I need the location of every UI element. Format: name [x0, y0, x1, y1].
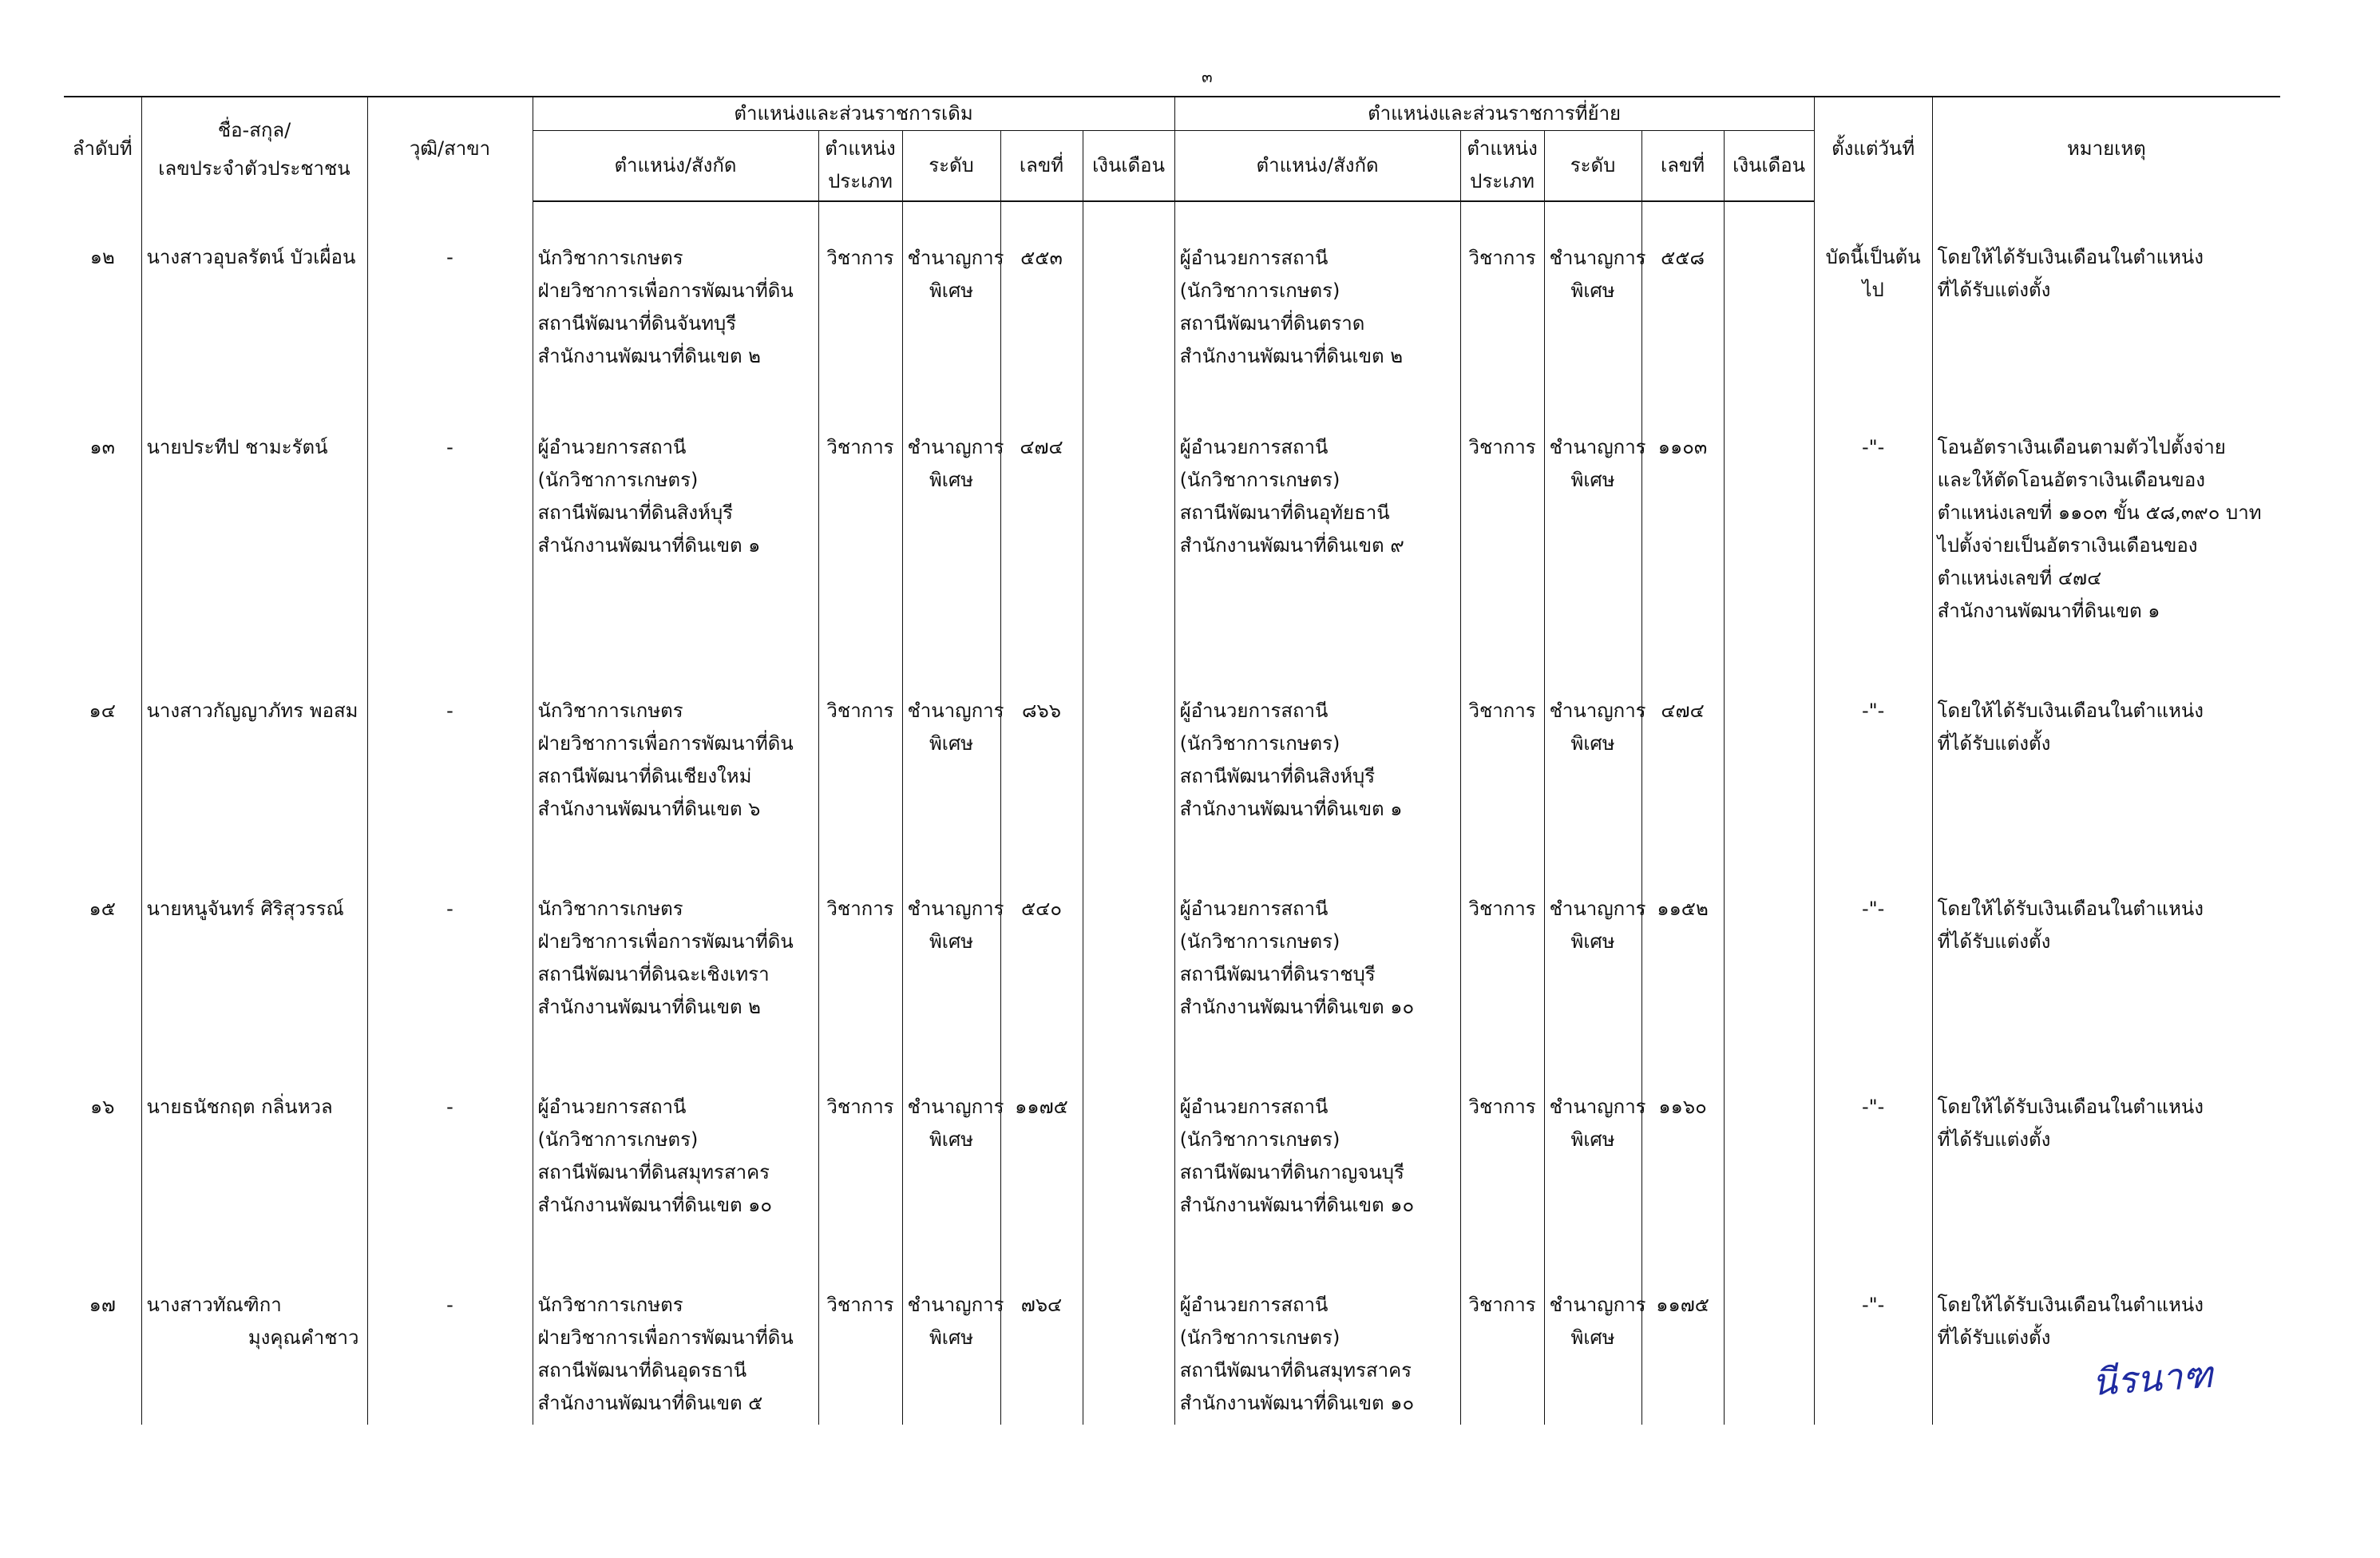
cell-new-number: ๑๑๖๐ [1641, 1059, 1724, 1257]
cell-orig-number: ๗๖๔ [1000, 1257, 1083, 1425]
cell-orig-level-line: พิเศษ [929, 1326, 974, 1349]
cell-new-position [1174, 861, 1460, 1059]
cell-orig-level-line: ชำนาญการ [907, 246, 1004, 269]
cell-new-salary [1724, 1059, 1814, 1257]
header-degree: วุฒิ/สาขา [367, 97, 533, 201]
header-new-number: เลขที่ [1641, 131, 1724, 201]
cell-remarks-line: โดยให้ได้รับเงินเดือนในตำแหน่ง [1937, 1293, 2204, 1316]
header-orig-position: ตำแหน่ง/สังกัด [533, 131, 818, 201]
header-seq: ลำดับที่ [64, 97, 141, 201]
cell-remarks-line: โดยให้ได้รับเงินเดือนในตำแหน่ง [1937, 1095, 2204, 1118]
cell-new-type: วิชาการ [1460, 861, 1544, 1059]
cell-new-position [1174, 1059, 1460, 1257]
header-group-new: ตำแหน่งและส่วนราชการที่ย้าย [1174, 97, 1814, 131]
cell-orig-number: ๘๖๖ [1000, 663, 1083, 861]
cell-new-position-line: ผู้อำนวยการสถานี [1179, 699, 1329, 722]
cell-new-position [1174, 1257, 1460, 1425]
table-row [64, 1059, 2280, 1257]
header-name [141, 97, 367, 201]
cell-orig-level [902, 1059, 1004, 1257]
cell-effective-date: -"- [1814, 663, 1932, 861]
cell-orig-position-line: สถานีพัฒนาที่ดินฉะเชิงเทรา [537, 962, 770, 985]
cell-new-level [1544, 1059, 1646, 1257]
header-new-position: ตำแหน่ง/สังกัด [1174, 131, 1460, 201]
cell-effective-date: -"- [1814, 1257, 1932, 1425]
cell-name-line: นางสาวอุบลรัตน์ บัวเผื่อน [146, 245, 356, 268]
cell-orig-level [902, 861, 1004, 1059]
header-name-line1: ชื่อ-สกุล/ [217, 118, 291, 141]
cell-name [141, 663, 367, 861]
cell-new-position-line: (นักวิชาการเกษตร) [1179, 279, 1340, 302]
cell-new-position-line: ผู้อำนวยการสถานี [1179, 1293, 1329, 1316]
transfer-table [64, 96, 2280, 1425]
cell-new-position-line: (นักวิชาการเกษตร) [1179, 731, 1340, 755]
cell-new-position-line: สถานีพัฒนาที่ดินอุทัยธานี [1179, 501, 1390, 524]
cell-new-position-line: (นักวิชาการเกษตร) [1179, 468, 1340, 491]
cell-new-number: ๑๑๗๕ [1641, 1257, 1724, 1425]
cell-new-level-line: ชำนาญการ [1549, 435, 1646, 458]
cell-new-type: วิชาการ [1460, 1257, 1544, 1425]
table-row [64, 201, 2280, 399]
cell-orig-position-line: นักวิชาการเกษตร [537, 1293, 683, 1316]
cell-remarks-line: โดยให้ได้รับเงินเดือนในตำแหน่ง [1937, 897, 2204, 920]
cell-remarks-line: ที่ได้รับแต่งตั้ง [1937, 1128, 2051, 1151]
cell-new-level [1544, 663, 1646, 861]
cell-new-level-line: ชำนาญการ [1549, 897, 1646, 920]
cell-name-line: นายธนัชกฤต กลิ่นหวล [146, 1095, 333, 1118]
signature: นีรนาฑ [2090, 1352, 2215, 1405]
cell-orig-number: ๕๕๓ [1000, 201, 1083, 399]
cell-seq: ๑๒ [89, 245, 115, 268]
cell-orig-number: ๔๗๔ [1000, 399, 1083, 663]
header-new-salary: เงินเดือน [1724, 131, 1814, 201]
cell-orig-position-line: นักวิชาการเกษตร [537, 246, 683, 269]
table-row [64, 399, 2280, 663]
cell-new-level [1544, 201, 1646, 399]
cell-orig-level [902, 1257, 1004, 1425]
cell-new-salary [1724, 201, 1814, 399]
cell-orig-position-line: ผู้อำนวยการสถานี [537, 435, 687, 458]
cell-new-position-line: สำนักงานพัฒนาที่ดินเขต ๒ [1179, 344, 1404, 367]
cell-new-level [1544, 861, 1646, 1059]
header-new-type [1460, 131, 1544, 201]
cell-new-position-line: สำนักงานพัฒนาที่ดินเขต ๑๐ [1179, 1391, 1415, 1414]
cell-remarks-line: สำนักงานพัฒนาที่ดินเขต ๑ [1937, 599, 2160, 622]
cell-orig-number: ๕๔๐ [1000, 861, 1083, 1059]
cell-orig-position-line: (นักวิชาการเกษตร) [537, 468, 699, 491]
cell-degree: - [367, 861, 533, 1059]
cell-new-position-line: สถานีพัฒนาที่ดินตราด [1179, 311, 1365, 335]
cell-orig-position-line: สถานีพัฒนาที่ดินสิงห์บุรี [537, 501, 734, 524]
cell-seq: ๑๗ [89, 1293, 116, 1316]
cell-new-type: วิชาการ [1460, 201, 1544, 399]
cell-new-position-line: ผู้อำนวยการสถานี [1179, 435, 1329, 458]
cell-effective-date: -"- [1814, 1059, 1932, 1257]
cell-remarks-line: โดยให้ได้รับเงินเดือนในตำแหน่ง [1937, 699, 2204, 722]
cell-effective-date: บัดนี้เป็นต้นไป [1814, 201, 1932, 399]
cell-remarks-line: ไปตั้งจ่ายเป็นอัตราเงินเดือนของ [1937, 533, 2198, 557]
cell-new-level-line: พิเศษ [1570, 279, 1615, 302]
cell-remarks [1932, 1059, 2280, 1257]
cell-new-type: วิชาการ [1460, 399, 1544, 663]
cell-new-position [1174, 399, 1460, 663]
cell-remarks-line: ที่ได้รับแต่งตั้ง [1937, 1326, 2051, 1349]
cell-orig-level [902, 201, 1004, 399]
cell-new-level [1544, 399, 1646, 663]
cell-orig-level [902, 399, 1004, 663]
cell-orig-salary [1083, 1059, 1174, 1257]
cell-orig-position-line: สำนักงานพัฒนาที่ดินเขต ๑๐ [537, 1193, 773, 1216]
cell-new-level-line: พิเศษ [1570, 930, 1615, 953]
cell-remarks [1932, 201, 2280, 399]
cell-new-position-line: สถานีพัฒนาที่ดินกาญจนบุรี [1179, 1160, 1404, 1183]
cell-remarks-line: ที่ได้รับแต่งตั้ง [1937, 731, 2051, 755]
cell-orig-position-line: สำนักงานพัฒนาที่ดินเขต ๒ [537, 995, 762, 1018]
cell-new-position-line: (นักวิชาการเกษตร) [1179, 1128, 1340, 1151]
cell-orig-position-line: สำนักงานพัฒนาที่ดินเขต ๒ [537, 344, 762, 367]
cell-new-position-line: ผู้อำนวยการสถานี [1179, 1095, 1329, 1118]
header-group-original: ตำแหน่งและส่วนราชการเดิม [533, 97, 1174, 131]
cell-orig-level-line: ชำนาญการ [907, 699, 1004, 722]
cell-degree: - [367, 1059, 533, 1257]
header-new-type-line2: ประเภท [1470, 170, 1535, 193]
cell-orig-salary [1083, 861, 1174, 1059]
header-name-line2: เลขประจำตัวประชาชน [158, 157, 350, 180]
cell-orig-position-line: สถานีพัฒนาที่ดินสมุทรสาคร [537, 1160, 770, 1183]
cell-orig-position-line: ฝ่ายวิชาการเพื่อการพัฒนาที่ดิน [537, 930, 794, 953]
cell-orig-position-line: สถานีพัฒนาที่ดินเชียงใหม่ [537, 764, 752, 787]
header-remarks: หมายเหตุ [1932, 97, 2280, 201]
cell-remarks-line: ตำแหน่งเลขที่ ๔๗๔ [1937, 566, 2102, 589]
header-orig-type [818, 131, 902, 201]
page-number: ๓ [1202, 67, 1213, 86]
cell-new-level-line: พิเศษ [1570, 468, 1615, 491]
cell-new-level-line: พิเศษ [1570, 731, 1615, 755]
cell-orig-level [902, 663, 1004, 861]
table-row [64, 1257, 2280, 1425]
cell-orig-level-line: ชำนาญการ [907, 1293, 1004, 1316]
cell-orig-position [533, 399, 818, 663]
cell-name [141, 861, 367, 1059]
cell-new-position-line: ผู้อำนวยการสถานี [1179, 246, 1329, 269]
cell-orig-position [533, 201, 818, 399]
cell-new-level-line: ชำนาญการ [1549, 1095, 1646, 1118]
cell-orig-level-line: ชำนาญการ [907, 435, 1004, 458]
cell-effective-date: -"- [1814, 861, 1932, 1059]
cell-new-level [1544, 1257, 1646, 1425]
header-orig-salary: เงินเดือน [1083, 131, 1174, 201]
cell-remarks-line: โดยให้ได้รับเงินเดือนในตำแหน่ง [1937, 245, 2204, 268]
header-new-level: ระดับ [1544, 131, 1641, 201]
cell-new-position-line: สำนักงานพัฒนาที่ดินเขต ๑๐ [1179, 995, 1415, 1018]
cell-orig-type: วิชาการ [818, 861, 902, 1059]
cell-seq: ๑๕ [89, 897, 116, 920]
cell-remarks [1932, 663, 2280, 861]
cell-orig-level-line: พิเศษ [929, 279, 974, 302]
cell-remarks-line: ตำแหน่งเลขที่ ๑๑๐๓ ขั้น ๕๘,๓๙๐ บาท [1937, 501, 2262, 524]
header-orig-type-line1: ตำแหน่ง [825, 137, 896, 161]
cell-name-line: มุงคุณคำชาว [248, 1326, 359, 1349]
header-orig-type-line2: ประเภท [828, 170, 893, 193]
cell-new-position-line: สถานีพัฒนาที่ดินราชบุรี [1179, 962, 1376, 985]
cell-orig-salary [1083, 663, 1174, 861]
cell-name [141, 1257, 367, 1425]
cell-new-number: ๔๗๔ [1641, 663, 1724, 861]
cell-orig-position-line: ผู้อำนวยการสถานี [537, 1095, 687, 1118]
cell-orig-level-line: พิเศษ [929, 1128, 974, 1151]
cell-new-number: ๑๑๐๓ [1641, 399, 1724, 663]
cell-degree: - [367, 1257, 533, 1425]
cell-orig-position-line: สถานีพัฒนาที่ดินอุดรธานี [537, 1358, 747, 1382]
cell-new-position-line: สถานีพัฒนาที่ดินสมุทรสาคร [1179, 1358, 1412, 1382]
cell-orig-position-line: สำนักงานพัฒนาที่ดินเขต ๕ [537, 1391, 763, 1414]
cell-orig-type: วิชาการ [818, 1257, 902, 1425]
cell-new-level-line: พิเศษ [1570, 1326, 1615, 1349]
cell-name-line: นางสาวกัญญาภัทร พอสม [146, 699, 358, 722]
header-orig-level: ระดับ [902, 131, 1000, 201]
cell-effective-date: -"- [1814, 399, 1932, 663]
cell-new-position-line: สำนักงานพัฒนาที่ดินเขต ๑ [1179, 797, 1403, 820]
cell-orig-position-line: ฝ่ายวิชาการเพื่อการพัฒนาที่ดิน [537, 1326, 794, 1349]
cell-orig-number: ๑๑๗๕ [1000, 1059, 1083, 1257]
cell-new-salary [1724, 663, 1814, 861]
cell-new-position [1174, 663, 1460, 861]
table-body [64, 201, 2280, 1425]
cell-name [141, 399, 367, 663]
cell-new-level-line: ชำนาญการ [1549, 246, 1646, 269]
cell-new-salary [1724, 1257, 1814, 1425]
cell-name [141, 201, 367, 399]
cell-orig-position [533, 663, 818, 861]
cell-orig-level-line: ชำนาญการ [907, 897, 1004, 920]
cell-orig-position-line: นักวิชาการเกษตร [537, 699, 683, 722]
cell-orig-type: วิชาการ [818, 1059, 902, 1257]
cell-remarks [1932, 399, 2280, 663]
cell-orig-level-line: พิเศษ [929, 930, 974, 953]
table-row [64, 861, 2280, 1059]
cell-name-line: นางสาวทัณฑิกา [146, 1293, 282, 1316]
cell-seq: ๑๖ [90, 1095, 115, 1118]
cell-new-position-line: (นักวิชาการเกษตร) [1179, 1326, 1340, 1349]
cell-orig-level-line: พิเศษ [929, 731, 974, 755]
cell-degree: - [367, 663, 533, 861]
cell-seq: ๑๔ [89, 699, 116, 722]
cell-new-position-line: ผู้อำนวยการสถานี [1179, 897, 1329, 920]
cell-new-type: วิชาการ [1460, 663, 1544, 861]
cell-orig-position-line: สำนักงานพัฒนาที่ดินเขต ๖ [537, 797, 761, 820]
cell-orig-position-line: ฝ่ายวิชาการเพื่อการพัฒนาที่ดิน [537, 279, 794, 302]
cell-name-line: นายหนูจันทร์ ศิริสุวรรณ์ [146, 897, 344, 920]
cell-new-level-line: พิเศษ [1570, 1128, 1615, 1151]
cell-new-level-line: ชำนาญการ [1549, 1293, 1646, 1316]
cell-name-line: นายประทีป ชามะรัตน์ [146, 435, 328, 458]
cell-orig-level-line: ชำนาญการ [907, 1095, 1004, 1118]
cell-orig-position [533, 1257, 818, 1425]
cell-new-level-line: ชำนาญการ [1549, 699, 1646, 722]
cell-new-salary [1724, 861, 1814, 1059]
table-row [64, 663, 2280, 861]
cell-new-number: ๑๑๕๒ [1641, 861, 1724, 1059]
cell-new-position-line: สำนักงานพัฒนาที่ดินเขต ๑๐ [1179, 1193, 1415, 1216]
cell-orig-salary [1083, 1257, 1174, 1425]
cell-degree: - [367, 399, 533, 663]
header-new-type-line1: ตำแหน่ง [1467, 137, 1538, 161]
cell-degree: - [367, 201, 533, 399]
cell-orig-type: วิชาการ [818, 663, 902, 861]
cell-remarks-line: และให้ตัดโอนอัตราเงินเดือนของ [1937, 468, 2205, 491]
cell-remarks [1932, 861, 2280, 1059]
cell-new-number: ๕๕๘ [1641, 201, 1724, 399]
cell-orig-type: วิชาการ [818, 399, 902, 663]
cell-new-type: วิชาการ [1460, 1059, 1544, 1257]
cell-remarks-line: โอนอัตราเงินเดือนตามตัวไปตั้งจ่าย [1937, 435, 2226, 458]
cell-name [141, 1059, 367, 1257]
header-effective-date: ตั้งแต่วันที่ [1814, 97, 1932, 201]
cell-remarks-line: ที่ได้รับแต่งตั้ง [1937, 278, 2051, 301]
cell-remarks-line: ที่ได้รับแต่งตั้ง [1937, 930, 2051, 953]
cell-orig-level-line: พิเศษ [929, 468, 974, 491]
cell-new-position [1174, 201, 1460, 399]
cell-new-position-line: (นักวิชาการเกษตร) [1179, 930, 1340, 953]
cell-orig-type: วิชาการ [818, 201, 902, 399]
cell-orig-salary [1083, 399, 1174, 663]
cell-orig-salary [1083, 201, 1174, 399]
cell-orig-position-line: (นักวิชาการเกษตร) [537, 1128, 699, 1151]
cell-orig-position [533, 861, 818, 1059]
cell-orig-position [533, 1059, 818, 1257]
header-orig-number: เลขที่ [1000, 131, 1083, 201]
cell-orig-position-line: นักวิชาการเกษตร [537, 897, 683, 920]
cell-new-position-line: สำนักงานพัฒนาที่ดินเขต ๙ [1179, 533, 1404, 557]
cell-orig-position-line: สำนักงานพัฒนาที่ดินเขต ๑ [537, 533, 761, 557]
cell-orig-position-line: สถานีพัฒนาที่ดินจันทบุรี [537, 311, 737, 335]
cell-orig-position-line: ฝ่ายวิชาการเพื่อการพัฒนาที่ดิน [537, 731, 794, 755]
cell-new-position-line: สถานีพัฒนาที่ดินสิงห์บุรี [1179, 764, 1376, 787]
cell-new-salary [1724, 399, 1814, 663]
cell-seq: ๑๓ [89, 435, 116, 458]
